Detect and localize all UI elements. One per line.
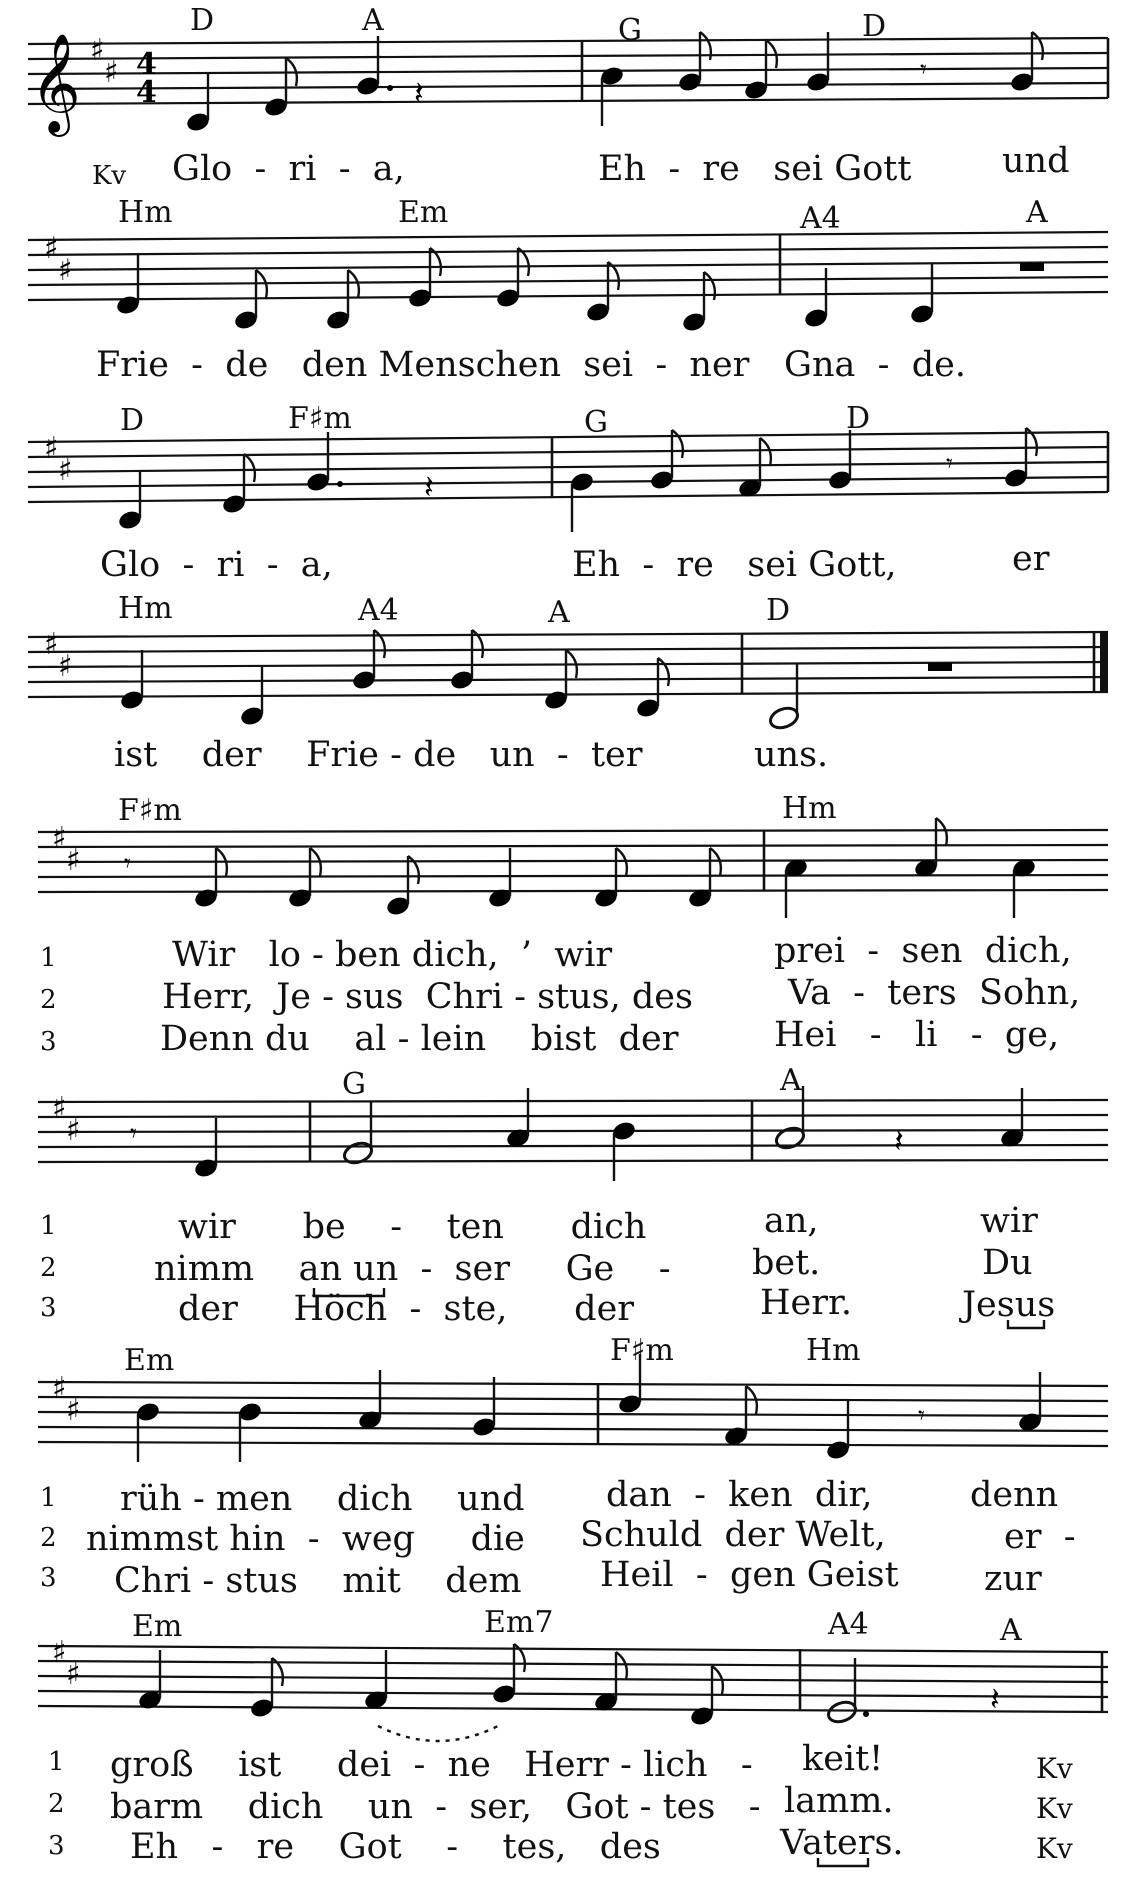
staff-6	[38, 1100, 1108, 1162]
svg-text:Kv: Kv	[1036, 1832, 1073, 1865]
svg-text:Em: Em	[124, 1343, 175, 1378]
svg-text:bet.: bet.	[752, 1243, 821, 1283]
svg-text:♯: ♯	[44, 627, 59, 662]
notes	[115, 248, 1044, 333]
time-signature	[136, 47, 157, 110]
svg-text:𝄾: 𝄾	[946, 449, 953, 479]
svg-text:D: D	[766, 593, 791, 628]
svg-text:Glo - ri - a,: Glo - ri - a,	[100, 545, 333, 585]
staff-1	[28, 38, 1108, 104]
svg-text:Em7: Em7	[484, 1605, 554, 1640]
svg-text:♯: ♯	[58, 253, 73, 288]
key-signature	[52, 821, 81, 878]
svg-text:A: A	[1026, 195, 1048, 230]
svg-text:A4: A4	[800, 201, 841, 236]
svg-text:G: G	[618, 13, 642, 48]
key-signature	[44, 431, 73, 488]
verse-lyrics	[48, 1739, 1073, 1867]
svg-text:barm dich un - ser,: barm dich un - ser, Got - tes -	[110, 1787, 761, 1827]
svg-text:1: 1	[48, 1747, 65, 1777]
svg-text:1: 1	[40, 943, 57, 973]
svg-text:D: D	[846, 401, 871, 436]
key-signature	[44, 627, 73, 684]
svg-text:Heil - gen Geist: Heil - gen Geist	[600, 1555, 899, 1595]
chord-symbols	[124, 1333, 861, 1378]
key-signature	[90, 33, 119, 90]
svg-text:A: A	[548, 595, 570, 630]
svg-text:Kv: Kv	[92, 161, 127, 191]
svg-text:lamm.: lamm.	[784, 1781, 894, 1821]
staff-8	[38, 1646, 1108, 1712]
svg-text:Schuld der Welt,: Schuld der Welt,	[580, 1515, 886, 1555]
svg-text:Vaters.: Vaters.	[780, 1823, 904, 1863]
svg-text:𝄾: 𝄾	[918, 1401, 925, 1431]
svg-text:Eh - re sei Gott: Eh - re sei Gott	[598, 149, 912, 189]
svg-text:1: 1	[40, 1483, 57, 1513]
system-6	[38, 1063, 1108, 1329]
svg-text:Herr, Je - sus Chri - stus,: Herr, Je - sus Chri - stus, des	[162, 977, 693, 1017]
system-8	[38, 1605, 1108, 1867]
svg-text:𝄾: 𝄾	[124, 849, 131, 879]
svg-text:Denn du al - lein bist: Denn du al - lein bist der	[160, 1019, 679, 1059]
svg-text:Hm: Hm	[118, 195, 173, 230]
svg-text:2: 2	[40, 985, 57, 1015]
svg-text:𝄾: 𝄾	[920, 55, 927, 85]
verse-lyrics	[40, 931, 1080, 1059]
svg-text:er: er	[1012, 539, 1050, 579]
key-signature	[52, 1635, 81, 1692]
chord-symbols	[132, 1605, 1022, 1648]
svg-text:Hm: Hm	[806, 1333, 861, 1368]
svg-text:Eh - re sei Gott,: Eh - re sei Gott,	[572, 545, 897, 585]
staff-2	[28, 232, 1108, 300]
svg-text:♯: ♯	[90, 33, 105, 68]
svg-text:𝄽: 𝄽	[424, 468, 434, 506]
svg-text:3: 3	[40, 1027, 57, 1057]
svg-text:der Höch - ste, der: der Höch - ste, der	[178, 1289, 635, 1329]
svg-text:zur: zur	[984, 1559, 1042, 1599]
treble-clef-icon: 𝄞	[30, 33, 81, 133]
svg-text:Wir lo - ben dich, ’ wir: Wir lo - ben dich, ’ wir	[172, 935, 613, 975]
svg-text:𝄽: 𝄽	[414, 74, 424, 112]
svg-text:F♯m: F♯m	[118, 793, 182, 828]
svg-text:♯: ♯	[52, 1091, 67, 1126]
svg-text:nimmst hin - weg die: nimmst hin - weg die	[86, 1519, 525, 1559]
svg-text:A4: A4	[828, 1607, 869, 1642]
chord-symbols	[118, 195, 1048, 236]
notes	[124, 818, 1037, 918]
lyrics-line	[100, 539, 1050, 585]
svg-text:A: A	[362, 3, 384, 38]
svg-text:Gna - de.: Gna - de.	[784, 345, 966, 385]
svg-text:4: 4	[136, 47, 157, 82]
svg-text:Va - ters Sohn,: Va - ters Sohn,	[788, 973, 1081, 1013]
svg-text:Kv: Kv	[1036, 1792, 1073, 1825]
svg-text:2: 2	[48, 1789, 65, 1819]
svg-text:ist der Frie - de un: ist der Frie - de un - ter	[114, 735, 643, 775]
svg-text:D: D	[120, 403, 145, 438]
svg-text:D: D	[862, 9, 887, 44]
system-2	[28, 195, 1108, 385]
svg-text:Em: Em	[398, 195, 449, 230]
lyrics-line	[114, 735, 828, 775]
chord-symbols	[118, 791, 837, 828]
svg-text:3: 3	[40, 1293, 57, 1323]
system-7	[38, 1333, 1108, 1601]
svg-text:prei - sen dich,: prei - sen dich,	[774, 931, 1072, 971]
svg-text:♯: ♯	[66, 843, 81, 878]
notes	[185, 32, 1043, 133]
svg-text:♯: ♯	[58, 649, 73, 684]
svg-text:𝄽: 𝄽	[990, 1680, 1000, 1718]
svg-text:1: 1	[40, 1211, 57, 1241]
svg-text:Chri - stus mit dem: Chri - stus mit dem	[114, 1561, 522, 1601]
key-signature	[52, 1371, 81, 1428]
svg-text:♯: ♯	[52, 1635, 67, 1670]
svg-text:F♯m: F♯m	[610, 1333, 674, 1368]
svg-text:♯: ♯	[66, 1393, 81, 1428]
svg-text:Hm: Hm	[118, 591, 173, 626]
chord-symbols	[342, 1063, 802, 1102]
svg-text:4: 4	[136, 75, 157, 110]
key-signature	[52, 1091, 81, 1148]
svg-text:Hm: Hm	[782, 791, 837, 826]
svg-text:und: und	[1002, 141, 1070, 181]
verse-lyrics	[40, 1201, 1055, 1329]
lyrics-line	[92, 141, 1070, 191]
verse-lyrics	[40, 1475, 1076, 1601]
svg-text:G: G	[584, 405, 608, 440]
svg-text:♯: ♯	[52, 1371, 67, 1406]
svg-text:an,: an,	[764, 1201, 819, 1241]
svg-text:G: G	[342, 1067, 366, 1102]
svg-text:Frie - de den Menschen se: Frie - de den Menschen sei - ner	[96, 345, 750, 385]
svg-text:groß ist dei - ne H: groß ist dei - ne Herr - lich -	[110, 1745, 753, 1785]
svg-text:uns.: uns.	[754, 735, 829, 775]
svg-text:F♯m: F♯m	[288, 401, 352, 436]
svg-text:wir be - ten d: wir be - ten dich	[178, 1207, 647, 1247]
svg-text:2: 2	[40, 1253, 57, 1283]
svg-text:♯: ♯	[44, 431, 59, 466]
system-4	[28, 591, 1108, 775]
svg-text:♯: ♯	[104, 55, 119, 90]
svg-text:2: 2	[40, 1523, 57, 1553]
staff-7	[38, 1382, 1108, 1446]
svg-text:Du: Du	[982, 1243, 1033, 1283]
chord-symbols	[118, 591, 790, 630]
system-1	[28, 3, 1108, 191]
svg-text:A: A	[780, 1063, 802, 1098]
svg-text:3: 3	[40, 1563, 57, 1593]
svg-text:Glo - ri - a,: Glo - ri - a,	[172, 149, 405, 189]
svg-text:♯: ♯	[66, 1657, 81, 1692]
svg-text:Hei - li - ge,: Hei - li - ge,	[774, 1015, 1060, 1055]
svg-text:keit!: keit!	[802, 1739, 884, 1779]
svg-text:er -: er -	[1004, 1517, 1076, 1557]
svg-text:D: D	[190, 3, 215, 38]
svg-text:3: 3	[48, 1831, 65, 1861]
svg-text:A: A	[1000, 1613, 1022, 1648]
svg-text:denn: denn	[970, 1475, 1059, 1515]
svg-text:♯: ♯	[44, 231, 59, 266]
svg-text:Herr.: Herr.	[760, 1283, 852, 1323]
svg-text:wir: wir	[980, 1201, 1038, 1241]
slur	[378, 1726, 498, 1741]
svg-text:♯: ♯	[66, 1113, 81, 1148]
svg-text:dan - ken dir,: dan - ken dir,	[606, 1475, 873, 1515]
svg-text:♯: ♯	[52, 821, 67, 856]
svg-text:Jesus: Jesus	[962, 1285, 1056, 1325]
svg-text:Em: Em	[132, 1609, 183, 1644]
svg-text:♯: ♯	[58, 453, 73, 488]
svg-text:rüh - men dich und: rüh - men dich und	[120, 1479, 525, 1519]
svg-text:𝄽: 𝄽	[894, 1122, 904, 1160]
lyrics-line	[96, 345, 966, 385]
system-3	[28, 401, 1108, 585]
svg-text:A4: A4	[358, 593, 399, 628]
svg-text:nimm an un - ser Ge: nimm an un - ser Ge -	[154, 1249, 671, 1289]
svg-text:Eh - re Got - tes: Eh - re Got - tes, des	[130, 1827, 661, 1867]
system-5	[38, 791, 1108, 1059]
svg-text:Kv: Kv	[1036, 1752, 1073, 1785]
svg-text:𝄾: 𝄾	[130, 1119, 137, 1149]
